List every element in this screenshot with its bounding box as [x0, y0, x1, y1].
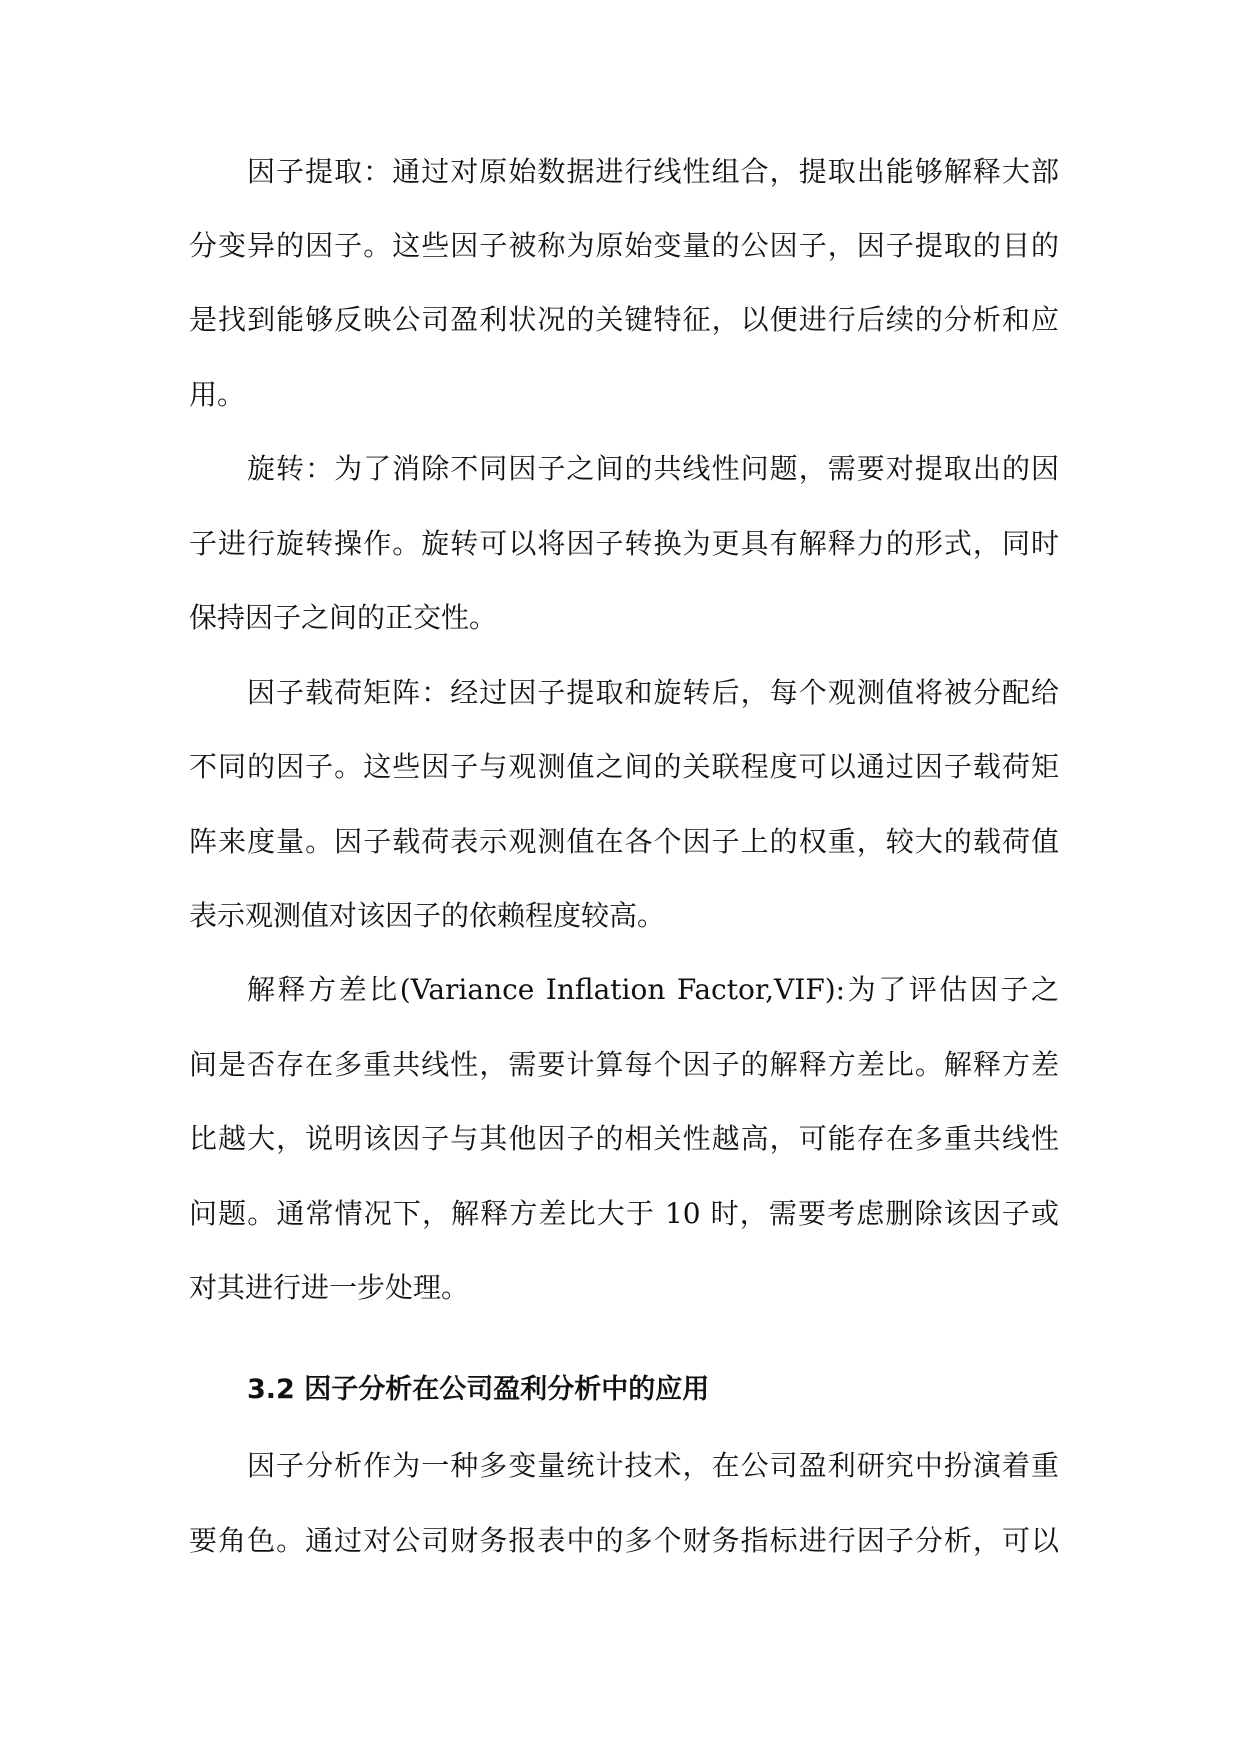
paragraph-rotation-line: 子进行旋转操作。旋转可以将因子转换为更具有解释力的形式，同时: [189, 527, 1059, 560]
paragraph-factor-extraction-line: 是找到能够反映公司盈利状况的关键特征，以便进行后续的分析和应: [189, 303, 1059, 336]
paragraph-vif-line: 问题。通常情况下，解释方差比大于 10 时，需要考虑删除该因子或: [189, 1197, 1059, 1230]
paragraph-section-intro-line: 因子分析作为一种多变量统计技术，在公司盈利研究中扮演着重: [247, 1449, 1059, 1482]
paragraph-vif-line: 对其进行进一步处理。: [189, 1271, 470, 1304]
paragraph-rotation-line: 旋转：为了消除不同因子之间的共线性问题，需要对提取出的因: [247, 452, 1059, 485]
paragraph-rotation-line: 保持因子之间的正交性。: [189, 601, 498, 634]
section-heading: 3.2 因子分析在公司盈利分析中的应用: [247, 1374, 710, 1405]
paragraph-loading-matrix-line: 因子载荷矩阵：经过因子提取和旋转后，每个观测值将被分配给: [247, 676, 1059, 709]
paragraph-vif-line: 比越大，说明该因子与其他因子的相关性越高，可能存在多重共线性: [189, 1122, 1059, 1155]
paragraph-factor-extraction-line: 用。: [189, 378, 246, 411]
paragraph-factor-extraction-line: 分变异的因子。这些因子被称为原始变量的公因子，因子提取的目的: [189, 229, 1059, 262]
paragraph-section-intro-line: 要角色。通过对公司财务报表中的多个财务指标进行因子分析，可以: [189, 1524, 1059, 1557]
paragraph-loading-matrix-line: 阵来度量。因子载荷表示观测值在各个因子上的权重，较大的载荷值: [189, 825, 1059, 858]
paragraph-loading-matrix-line: 不同的因子。这些因子与观测值之间的关联程度可以通过因子载荷矩: [189, 750, 1059, 783]
paragraph-factor-extraction-line: 因子提取：通过对原始数据进行线性组合，提取出能够解释大部: [247, 155, 1059, 188]
paragraph-vif-line: 间是否存在多重共线性，需要计算每个因子的解释方差比。解释方差: [189, 1048, 1059, 1081]
paragraph-vif-line: 解释方差比(Variance Inflation Factor,VIF):为了评估因子之: [247, 973, 1059, 1006]
paragraph-loading-matrix-line: 表示观测值对该因子的依赖程度较高。: [189, 899, 666, 932]
